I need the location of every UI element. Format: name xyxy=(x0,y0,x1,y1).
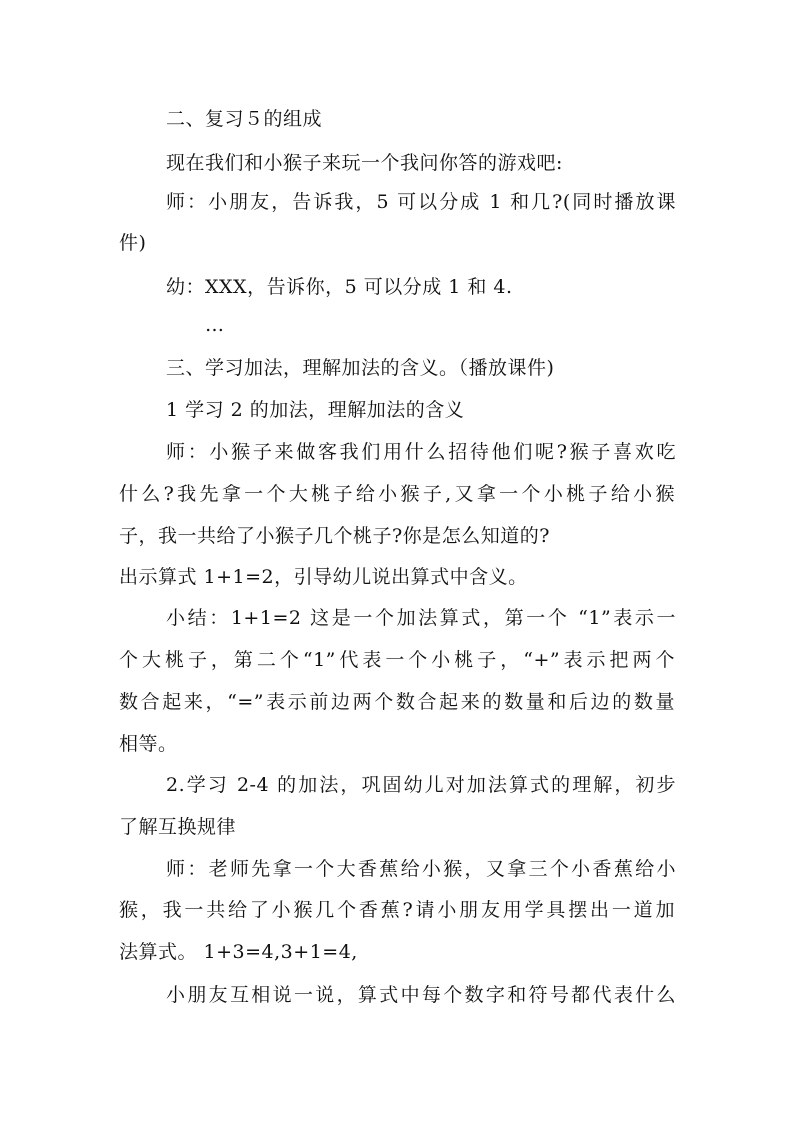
teacher-banana-line-2: 猴，我一共给了小猴几个香蕉?请小朋友用学具摆出一道加 xyxy=(119,899,675,921)
teacher-banana-line-1: 师：老师先拿一个大香蕉给小猴，又拿三个小香蕉给小 xyxy=(166,858,676,880)
heading-learn-addition: 三、学习加法，理解加法的含义。（播放课件) xyxy=(166,357,555,379)
summary-line-2: 个大桃子，第二个“1”代表一个小桃子，“+”表示把两个 xyxy=(119,649,675,671)
child-answer: 幼：XXX，告诉你，5 可以分成 1 和 4. xyxy=(166,276,513,298)
equation-examples: 法算式。 1+3=4,3+1=4, xyxy=(119,941,358,963)
subheading-addition-of-2: 1 学习 2 的加法，理解加法的含义 xyxy=(166,399,465,421)
teacher-peach-line-1: 师：小猴子来做客我们用什么招待他们呢?猴子喜欢吃 xyxy=(166,441,676,463)
summary-line-4: 相等。 xyxy=(119,733,178,755)
teacher-peach-line-2: 什么?我先拿一个大桃子给小猴子,又拿一个小桃子给小猴 xyxy=(119,483,675,505)
teacher-question-line-1: 师：小朋友，告诉我，5 可以分成 1 和几?(同时播放课 xyxy=(166,191,676,213)
heading-review-composition: 二、复习５的组成 xyxy=(166,108,323,130)
paragraph-game-intro: 现在我们和小猴子来玩一个我问你答的游戏吧: xyxy=(166,152,563,174)
discussion-line: 小朋友互相说一说，算式中每个数字和符号都代表什么 xyxy=(166,984,676,1006)
ellipsis: … xyxy=(205,314,225,336)
summary-line-1: 小结：1+1=2 这是一个加法算式，第一个 “1”表示一 xyxy=(166,607,676,629)
subheading-addition-2-4-line-1: 2.学习 2-4 的加法，巩固幼儿对加法算式的理解，初步 xyxy=(166,774,676,796)
summary-line-3: 数合起来，“=”表示前边两个数合起来的数量和后边的数量 xyxy=(119,691,675,713)
teacher-question-line-2: 件) xyxy=(119,232,147,254)
show-equation-line: 出示算式 1+1=2，引导幼儿说出算式中含义。 xyxy=(119,566,528,588)
subheading-addition-2-4-line-2: 了解互换规律 xyxy=(119,816,237,838)
teacher-peach-line-3: 子，我一共给了小猴子几个桃子?你是怎么知道的? xyxy=(119,525,550,547)
